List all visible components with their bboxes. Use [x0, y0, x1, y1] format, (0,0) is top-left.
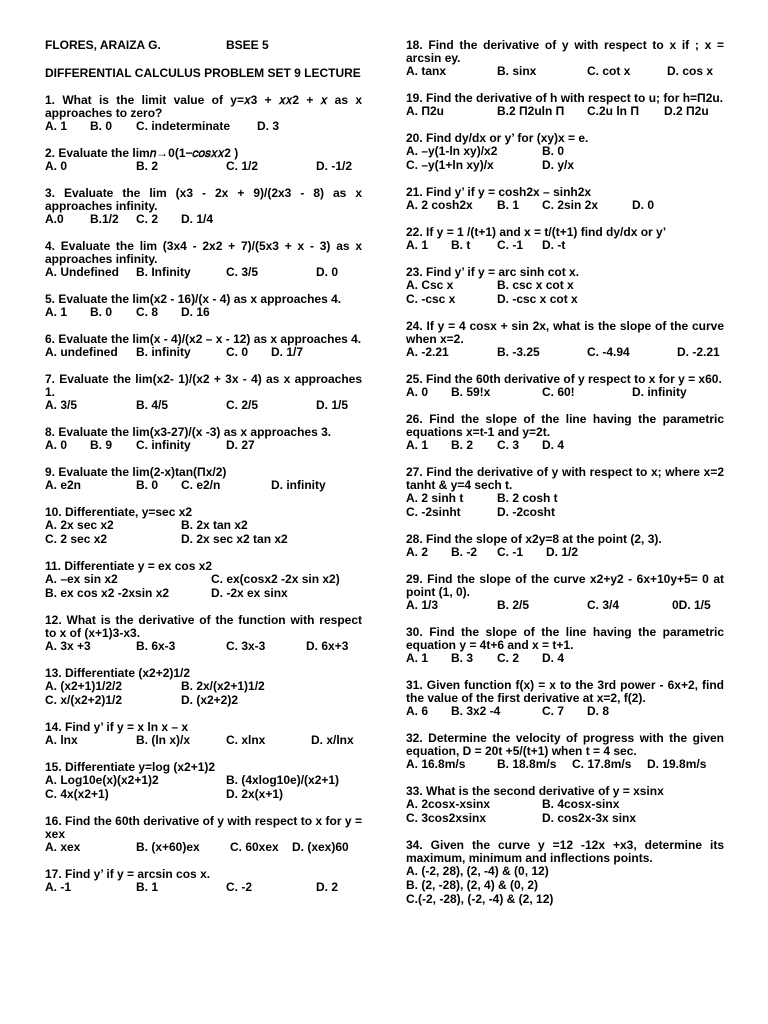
options-row — [406, 492, 724, 506]
options-row — [45, 266, 362, 280]
option-d: D. 0 — [632, 198, 655, 212]
option-b: B.1/2 — [90, 212, 119, 226]
question-text: 5. Evaluate the lim(x2 - 16)/(x - 4) as x approaches 4. — [45, 292, 342, 306]
option-a: A. 1 — [406, 238, 429, 252]
options-row — [406, 293, 724, 307]
options-row — [406, 386, 724, 400]
problem-32 — [406, 732, 724, 772]
problem-4 — [45, 240, 362, 280]
option-c: C. -2 — [226, 880, 253, 894]
problem-27 — [406, 466, 724, 520]
option-a: A. lnx — [45, 733, 78, 747]
option-a: A. e2n — [45, 478, 82, 492]
option-d: D. cos2x-3x sinx — [542, 811, 637, 825]
option-b: B. 2 — [136, 159, 159, 173]
option-d: D. infinity — [632, 385, 687, 399]
option-a: A. (-2, 28), (2, -4) & (0, 12) — [406, 864, 549, 878]
problem-17 — [45, 868, 362, 895]
problem-24 — [406, 320, 724, 360]
question-text: 11. Differentiate y = ex cos x2 — [45, 559, 213, 573]
option-b: B. 3 — [451, 651, 474, 665]
option-c: C. -1 — [497, 545, 524, 559]
option-c: C. 3cos2xsinx — [406, 811, 487, 825]
option-b: B. -2 — [451, 545, 478, 559]
option-d: D. 2x sec x2 tan x2 — [181, 532, 288, 546]
options-row — [406, 145, 724, 159]
option-c: C. -1 — [497, 238, 524, 252]
problem-5 — [45, 293, 362, 320]
problem-19 — [406, 92, 724, 119]
option-a: A. tanx — [406, 64, 447, 78]
option-b: B. 0 — [90, 305, 113, 319]
option-c: C. 2 sec x2 — [45, 532, 108, 546]
option-a: A. 1 — [406, 651, 429, 665]
option-d: D. 1/5 — [316, 398, 349, 412]
question-text: 28. Find the slope of x2y=8 at the point (2, 3). — [406, 532, 662, 546]
options-row — [45, 640, 362, 654]
problem-30 — [406, 626, 724, 666]
option-b: B. 2/5 — [497, 598, 530, 612]
option-c: C.(-2, -28), (-2, -4) & (2, 12) — [406, 892, 554, 906]
option-c: C. 3/4 — [587, 598, 620, 612]
option-d: D. -2.21 — [677, 345, 720, 359]
document-title: DIFFERENTIAL CALCULUS PROBLEM SET 9 LECTURE — [45, 66, 361, 80]
question-text: 25. Find the 60th derivative of y respect to x for y = x60. — [406, 372, 722, 386]
question-text: 16. Find the 60th derivative of y with respect to x for y = xex — [45, 814, 362, 841]
option-c: C. 2sin 2x — [542, 198, 599, 212]
option-b: B. csc x cot x — [497, 278, 574, 292]
options-row — [406, 105, 724, 119]
question-text: 10. Differentiate, y=sec x2 — [45, 505, 193, 519]
options-row — [45, 399, 362, 413]
option-a: A. –y(1-ln xy)/x2 — [406, 144, 498, 158]
option-c: C. indeterminate — [136, 119, 231, 133]
option-c: C. 2/5 — [226, 398, 259, 412]
option-d: D. 8 — [587, 704, 610, 718]
option-c: C. 2 — [497, 651, 520, 665]
problem-20 — [406, 132, 724, 173]
course-code: BSEE 5 — [226, 38, 269, 52]
option-b: B. -3.25 — [497, 345, 540, 359]
question-text: 9. Evaluate the lim(2-x)tan(Πx/2) — [45, 465, 227, 479]
option-a: A. undefined — [45, 345, 118, 359]
problem-16 — [45, 815, 362, 855]
options-row — [406, 279, 724, 293]
option-c: C. 3 — [497, 438, 520, 452]
option-b: B. 6x-3 — [136, 639, 176, 653]
option-a: A. 16.8m/s — [406, 757, 466, 771]
option-c: C.2u ln Π — [587, 104, 640, 118]
option-a: A. 2 sinh t — [406, 491, 464, 505]
question-text: 3. Evaluate the lim (x3 - 2x + 9)/(2x3 - 8) as x approaches infinity. — [45, 186, 362, 213]
question-text: 29. Find the slope of the curve x2+y2 - 6x+10y+5= 0 at point (1, 0). — [406, 572, 724, 599]
option-b: B. 2 — [451, 438, 474, 452]
option-a: A. 6 — [406, 704, 429, 718]
options-row — [45, 479, 362, 493]
problem-8 — [45, 426, 362, 453]
option-a: A. -2.21 — [406, 345, 449, 359]
option-d: D. 27 — [226, 438, 255, 452]
options-row — [45, 160, 362, 174]
option-d: D. 0 — [316, 265, 339, 279]
question-text: 26. Find the slope of the line having the parametric equations x=t-1 and y=2t. — [406, 412, 724, 439]
option-a: A. 1 — [406, 438, 429, 452]
problem-21 — [406, 186, 724, 213]
problem-22 — [406, 226, 724, 253]
problem-14 — [45, 721, 362, 748]
problem-1 — [45, 94, 362, 134]
option-a: A. 1 — [45, 305, 68, 319]
question-text: 17. Find y’ if y = arcsin cos x. — [45, 867, 211, 881]
option-d: D. -2cosht — [497, 505, 556, 519]
problem-18 — [406, 39, 724, 79]
question-text: 1. What is the limit value of y=𝑥3 + 𝑥𝑥2 + 𝑥 as x approaches to zero? — [45, 93, 362, 120]
option-c: C. 60xex — [230, 840, 279, 854]
option-b: B. 0 — [90, 119, 113, 133]
option-c: C. 2 — [136, 212, 159, 226]
question-text: 20. Find dy/dx or y’ for (xy)x = e. — [406, 131, 589, 145]
option-c: C. 7 — [542, 704, 565, 718]
option-a: A. 2cosx-xsinx — [406, 797, 491, 811]
option-d: D. infinity — [271, 478, 326, 492]
options-row — [406, 439, 724, 453]
option-c: C. infinity — [136, 438, 191, 452]
options-row — [45, 774, 362, 788]
options-row — [45, 306, 362, 320]
options-row — [406, 798, 724, 812]
option-b: B. 9 — [90, 438, 113, 452]
option-b: B. ex cos x2 -2xsin x2 — [45, 586, 170, 600]
option-c: C. e2/n — [181, 478, 221, 492]
option-b: B. Infinity — [136, 265, 191, 279]
option-a: A. 0 — [406, 385, 429, 399]
options-row — [45, 788, 362, 802]
problem-31 — [406, 679, 724, 719]
option-d: D. 2 — [316, 880, 339, 894]
option-d: D. y/x — [542, 158, 575, 172]
options-row — [406, 506, 724, 520]
option-b: B. 2x/(x2+1)1/2 — [181, 679, 265, 693]
option-d: D. -2x ex sinx — [211, 586, 288, 600]
options-row — [406, 893, 724, 907]
problem-9 — [45, 466, 362, 493]
problem-3 — [45, 187, 362, 227]
options-row — [45, 680, 362, 694]
question-text: 33. What is the second derivative of y = xsinx — [406, 784, 664, 798]
option-a: A. –ex sin x2 — [45, 572, 118, 586]
options-row — [45, 346, 362, 360]
question-text: 14. Find y’ if y = x ln x – x — [45, 720, 189, 734]
options-row — [406, 879, 724, 893]
option-d: D. 16 — [181, 305, 210, 319]
option-a: A. 3x +3 — [45, 639, 91, 653]
option-d: D. 1/2 — [546, 545, 579, 559]
question-text: 2. Evaluate the lim𝑛→0(1−𝑐𝑜𝑠𝑥𝑥2 ) — [45, 146, 239, 160]
option-a: A. Π2u — [406, 104, 445, 118]
option-d: D. 19.8m/s — [647, 757, 707, 771]
options-row — [406, 865, 724, 879]
options-row — [406, 199, 724, 213]
problem-7 — [45, 373, 362, 413]
option-c: C. cot x — [587, 64, 631, 78]
option-b: B. 3x2 -4 — [451, 704, 501, 718]
option-a: A. Csc x — [406, 278, 454, 292]
problem-12 — [45, 614, 362, 654]
option-d: D. 3 — [257, 119, 280, 133]
question-text: 13. Differentiate (x2+2)1/2 — [45, 666, 191, 680]
option-a: A. Log10e(x)(x2+1)2 — [45, 773, 159, 787]
option-d: D.2 Π2u — [664, 104, 709, 118]
question-text: 6. Evaluate the lim(x - 4)/(x2 – x - 12) as x approaches 4. — [45, 332, 362, 346]
option-b: B. 2x tan x2 — [181, 518, 248, 532]
option-a: A. Undefined — [45, 265, 119, 279]
options-row — [406, 758, 724, 772]
option-d: D. 1/4 — [181, 212, 214, 226]
question-text: 15. Differentiate y=log (x2+1)2 — [45, 760, 216, 774]
question-text: 8. Evaluate the lim(x3-27)/(x -3) as x approaches 3. — [45, 425, 332, 439]
option-c: C. -2sinht — [406, 505, 461, 519]
option-a: A. 0 — [45, 438, 68, 452]
header-row — [45, 39, 362, 53]
options-row — [406, 546, 724, 560]
option-b: B. 1 — [136, 880, 159, 894]
option-c: C. 4x(x2+1) — [45, 787, 109, 801]
option-b: B. 1 — [497, 198, 520, 212]
option-c: C. ex(cosx2 -2x sin x2) — [211, 572, 340, 586]
question-text: 12. What is the derivative of the function with respect to x of (x+1)3-x3. — [45, 613, 362, 640]
question-text: 31. Given function f(x) = x to the 3rd power - 6x+2, find the value of the first derivative at x=2, f(2). — [406, 678, 724, 705]
options-row — [45, 881, 362, 895]
option-b: B. (4xlog10e)/(x2+1) — [226, 773, 340, 787]
option-c: C. 0 — [226, 345, 249, 359]
option-c: C. x/(x2+2)1/2 — [45, 693, 123, 707]
options-row — [406, 65, 724, 79]
option-c: C. 3x-3 — [226, 639, 266, 653]
problem-28 — [406, 533, 724, 560]
options-row — [45, 213, 362, 227]
option-c: C. 60! — [542, 385, 575, 399]
option-b: B. 4/5 — [136, 398, 169, 412]
problem-15 — [45, 761, 362, 802]
option-a: A. xex — [45, 840, 81, 854]
options-row — [45, 120, 362, 134]
problem-13 — [45, 667, 362, 708]
options-row — [45, 841, 362, 855]
option-a: A. 1 — [45, 119, 68, 133]
option-d: D. (x2+2)2 — [181, 693, 239, 707]
option-a: A. 2x sec x2 — [45, 518, 114, 532]
option-b: B. 18.8m/s — [497, 757, 557, 771]
options-row — [45, 694, 362, 708]
options-row — [45, 734, 362, 748]
option-d: D. x/lnx — [311, 733, 354, 747]
options-row — [406, 599, 724, 613]
option-b: B. (ln x)/x — [136, 733, 191, 747]
problem-6 — [45, 333, 362, 360]
option-c: C. 17.8m/s — [572, 757, 632, 771]
options-row — [45, 439, 362, 453]
option-a: A. 1/3 — [406, 598, 439, 612]
option-b: B. 0 — [542, 144, 565, 158]
question-text: 32. Determine the velocity of progress with the given equation, D = 20t +5/(t+1) when t = 4 sec. — [406, 731, 724, 758]
option-a: A. 3/5 — [45, 398, 78, 412]
problem-25 — [406, 373, 724, 400]
option-c: C. -4.94 — [587, 345, 630, 359]
question-text: 19. Find the derivative of h with respect to u; for h=Π2u. — [406, 91, 724, 105]
option-b: B. 0 — [136, 478, 159, 492]
options-row — [406, 239, 724, 253]
problem-2 — [45, 147, 362, 174]
options-row — [45, 519, 362, 533]
option-b: B. (2, -28), (2, 4) & (0, 2) — [406, 878, 539, 892]
option-d: D. 4 — [542, 438, 565, 452]
right-column — [406, 39, 724, 907]
problem-34 — [406, 839, 724, 907]
question-text: 30. Find the slope of the line having the parametric equation y = 4t+6 and x = t+1. — [406, 625, 724, 652]
option-c: C. xlnx — [226, 733, 266, 747]
option-c: C. -csc x — [406, 292, 456, 306]
options-row — [406, 705, 724, 719]
option-c: C. 1/2 — [226, 159, 259, 173]
options-row — [406, 812, 724, 826]
options-row — [406, 652, 724, 666]
option-d: 0D. 1/5 — [672, 598, 711, 612]
option-c: C. –y(1+ln xy)/x — [406, 158, 494, 172]
problem-26 — [406, 413, 724, 453]
left-column — [45, 39, 362, 895]
problem-23 — [406, 266, 724, 307]
question-text: 18. Find the derivative of y with respect to x if ; x = arcsin ey. — [406, 38, 724, 65]
option-a: A. (x2+1)1/2/2 — [45, 679, 123, 693]
option-b: B. t — [451, 238, 471, 252]
options-row — [45, 587, 362, 601]
question-text: 27. Find the derivative of y with respect to x; where x=2 tanht & y=4 sech t. — [406, 465, 724, 492]
option-d: D. 2x(x+1) — [226, 787, 284, 801]
option-d: D. 6x+3 — [306, 639, 349, 653]
problem-10 — [45, 506, 362, 547]
problem-29 — [406, 573, 724, 613]
option-a: A. 2 — [406, 545, 429, 559]
option-d: D. -1/2 — [316, 159, 353, 173]
question-text: 22. If y = 1 /(t+1) and x = t/(t+1) find dy/dx or y’ — [406, 225, 667, 239]
option-b: B. (x+60)ex — [136, 840, 200, 854]
option-b: B.2 Π2uln Π — [497, 104, 565, 118]
options-row — [406, 346, 724, 360]
option-a: A. 2 cosh2x — [406, 198, 473, 212]
option-a: A. -1 — [45, 880, 72, 894]
options-row — [45, 573, 362, 587]
options-row — [406, 159, 724, 173]
question-text: 23. Find y’ if y = arc sinh cot x. — [406, 265, 580, 279]
option-b: B. infinity — [136, 345, 191, 359]
author-name: FLORES, ARAIZA G. — [45, 38, 161, 52]
option-d: D. -csc x cot x — [497, 292, 578, 306]
option-d: D. -t — [542, 238, 566, 252]
problem-33 — [406, 785, 724, 826]
question-text: 34. Given the curve y =12 -12x +x3, determine its maximum, minimum and inflections points. — [406, 838, 724, 865]
question-text: 7. Evaluate the lim(x2- 1)/(x2 + 3x - 4) as x approaches 1. — [45, 372, 362, 399]
option-d: D. 4 — [542, 651, 565, 665]
options-row — [45, 533, 362, 547]
option-b: B. sinx — [497, 64, 537, 78]
option-d: D. (xex)60 — [292, 840, 349, 854]
option-b: B. 4cosx-sinx — [542, 797, 620, 811]
option-b: B. 2 cosh t — [497, 491, 558, 505]
option-c: C. 3/5 — [226, 265, 259, 279]
option-a: A.0 — [45, 212, 64, 226]
option-a: A. 0 — [45, 159, 68, 173]
option-c: C. 8 — [136, 305, 159, 319]
question-text: 21. Find y’ if y = cosh2x – sinh2x — [406, 185, 592, 199]
option-d: D. 1/7 — [271, 345, 304, 359]
question-text: 24. If y = 4 cosx + sin 2x, what is the slope of the curve when x=2. — [406, 319, 724, 346]
question-text: 4. Evaluate the lim (3x4 - 2x2 + 7)/(5x3 + x - 3) as x approaches infinity. — [45, 239, 362, 266]
option-d: D. cos x — [667, 64, 714, 78]
option-b: B. 59!x — [451, 385, 491, 399]
problem-11 — [45, 560, 362, 601]
